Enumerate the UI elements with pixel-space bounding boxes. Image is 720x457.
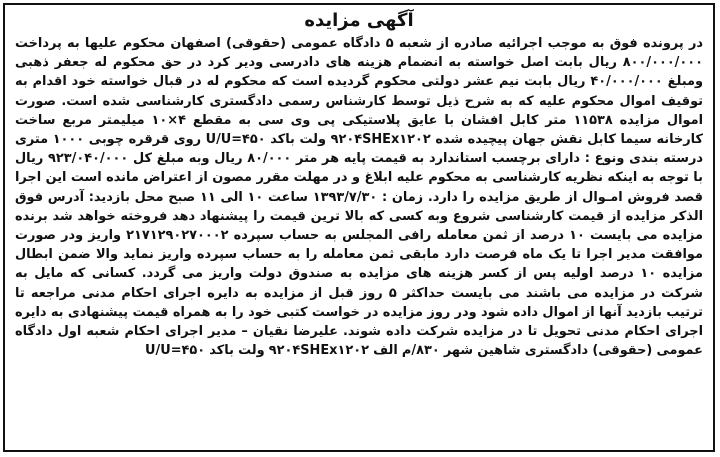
- auction-notice: [3, 3, 715, 452]
- notice-body: در پرونده فوق به موجب اجرائیه صادره از شعبه ۵ دادگاه عمومی (حقوقی) اصفهان محکوم علیها به پرداخت ۸۰۰/۰۰۰/۰۰۰ ریال بابت اصل خواسته به انضمام هزینه های دادرسی ودیر کرد در حق محکوم له جعفر ذهبی ومبلغ ۴۰/۰۰۰/۰۰۰ ریال بابت نیم عشر دولتی محکوم گردیده است که محکوم له در قبال خواسته خود اقدام به توقیف اموال محکوم علیه که به شرح ذیل توسط کارشناس رسمی دادگستری کارشناسی شده است. صورت اموال مزایده ۱۱۵۳۸ متر کابل افشان با عایق پلاستیکی پی وی سی به مقطع ۴×۱۰ میلیمتر مربع ساخت کارخانه سیما کابل نقش جهان پیچیده شده ۹۲۰۴SHEx۱۲۰۲ ولت باکد U/U=۴۵۰ روی قرقره چوبی ۱۰۰۰ متری درسته بندی ونوع : دارای برچسب استاندارد به قیمت پایه هر متر ۸۰/۰۰۰ ریال وبه مبلغ کل ۹۲۳/۰۴۰/۰۰۰ ریال با توجه به اینکه نظریه کارشناسی به محکوم علیه ابلاغ و در مهلت مقرر مصون از اعتراض مانده است این اجرا قصد فروش امـوال از طریق مزایده را دارد. زمان : ۱۳۹۳/۷/۳۰ ساعت ۱۰ الی ۱۱ صبح محل بازدید: آدرس فوق الذکر مزایده از قیمت کارشناسی شروع وبه کسی که بالا ترین قیمت را پیشنهاد دهد فروخته خواهد شد برنده مزایده می بایست ۱۰ درصد از ثمن معامله رافی المجلس به حساب سپرده ۲۱۷۱۲۹۰۲۷۰۰۰۲ واریز ودر صورت موافقت مدیر اجرا تا یک ماه فرصت دارد مابقی ثمن معامله را به حساب سپرده واریز نماید والا ضمن ابطال مزایده ۱۰ درصد اولیه پس از کسر هزینه های مزایده به صندوق دولت واریز می گردد. کسانی که مایل به شرکت در مزایده می باشند می بایست حداکثر ۵ روز قبل از مزایده به دایره اجرای احکام مدنی مراجعه تا ترتیب بازدید آنها از اموال داده شود ودر روز مزایده در خواست کتبی خود را به همراه قیمت پیشنهادی به دایره اجرای احکام مدنی تحویل تا در مزایده شرکت داده شوند. علیرضا نقیان – مدیر اجرای احکام شعبه اول دادگاه عمومی (حقوقی) دادگستری شاهین شهر ۸۳۰/م الف ۹۲۰۴SHEx۱۲۰۲ ولت باکد U/U=۴۵۰: [15, 36, 704, 359]
- notice-title: آگهی مزایده: [304, 10, 414, 31]
